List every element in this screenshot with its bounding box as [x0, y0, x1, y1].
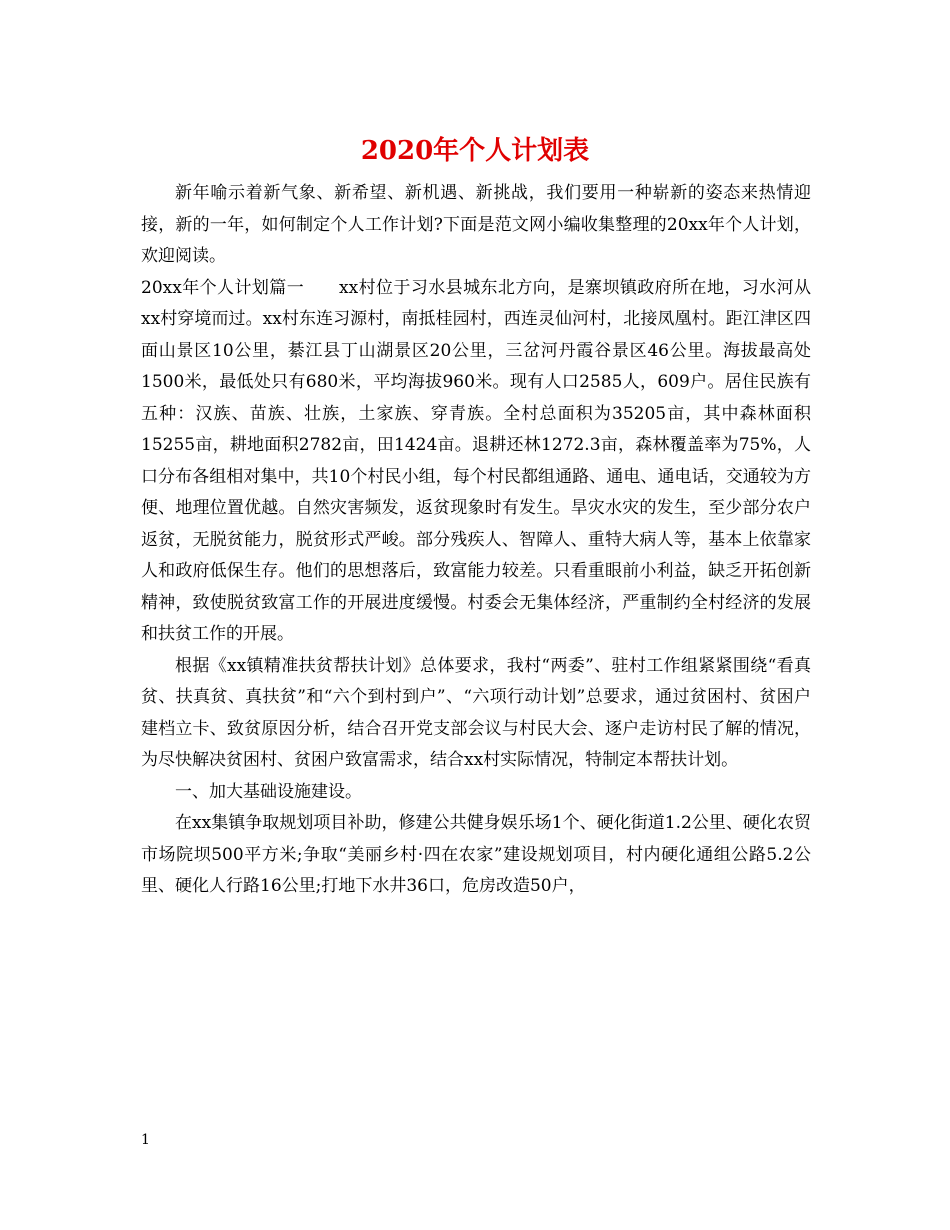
paragraph-section-heading: 一、加大基础设施建设。 [175, 781, 362, 802]
paragraph-village-overview: 20xx年个人计划篇一 xx村位于习水县城东北方向，是寨坝镇政府所在地，习水河从xx村穿境而过。xx村东连习源村，南抵桂园村，西连灵仙河村，北接凤凰村。距江津区四面山景区10公里，綦江县丁山湖景区20公里，三岔河丹霞谷景区46公里。海拔最高处1500米，最低处只有680米，平均海拔960米。现有人口2585人，609户。居住民族有五种：汉族、苗族、壮族，土家族、穿青族。全村总面积为35205亩，其中森林面积15255亩，耕地面积2782亩，田1424亩。退耕还林1272.3亩，森林覆盖率为75%，人口分布各组相对集中，共10个村民小组，每个村民都组通路、通电、通电话，交通较为方便、地理位置优越。自然灾害频发，返贫现象时有发生。旱灾水灾的发生，至少部分农户返贫，无脱贫能力，脱贫形式严峻。部分残疾人、智障人、重特大病人等，基本上依靠家人和政府低保生存。他们的思想落后，致富能力较差。只看重眼前小利益，缺乏开拓创新精神，致使脱贫致富工作的开展进度缓慢。村委会无集体经济，严重制约全村经济的发展和扶贫工作的开展。 [141, 277, 811, 644]
paragraph-plan-basis: 根据《xx镇精准扶贫帮扶计划》总体要求，我村“两委”、驻村工作组紧紧围绕“看真贫、扶真贫、真扶贫”和“六个到村到户”、“六项行动计划”总要求，通过贫困村、贫困户建档立卡、致贫原因分析，结合召开党支部会议与村民大会、逐户走访村民了解的情况，为尽快解决贫困村、贫困户致富需求，结合xx村实际情况，特制定本帮扶计划。 [141, 655, 811, 770]
paragraph-infrastructure: 在xx集镇争取规划项目补助，修建公共健身娱乐场1个、硬化街道1.2公里、硬化农贸市场院坝500平方米;争取“美丽乡村·四在农家”建设规划项目，村内硬化通组公路5.2公里、硬化人行路16公里;打地下水井36口，危房改造50户， [141, 813, 811, 896]
paragraph-intro: 新年喻示着新气象、新希望、新机遇、新挑战，我们要用一种崭新的姿态来热情迎接，新的一年，如何制定个人工作计划?下面是范文网小编收集整理的20xx年个人计划，欢迎阅读。 [141, 183, 811, 266]
document-title: 2020年个人计划表 [360, 136, 590, 166]
document-body [141, 178, 811, 903]
page-number: 1 [141, 1132, 150, 1148]
